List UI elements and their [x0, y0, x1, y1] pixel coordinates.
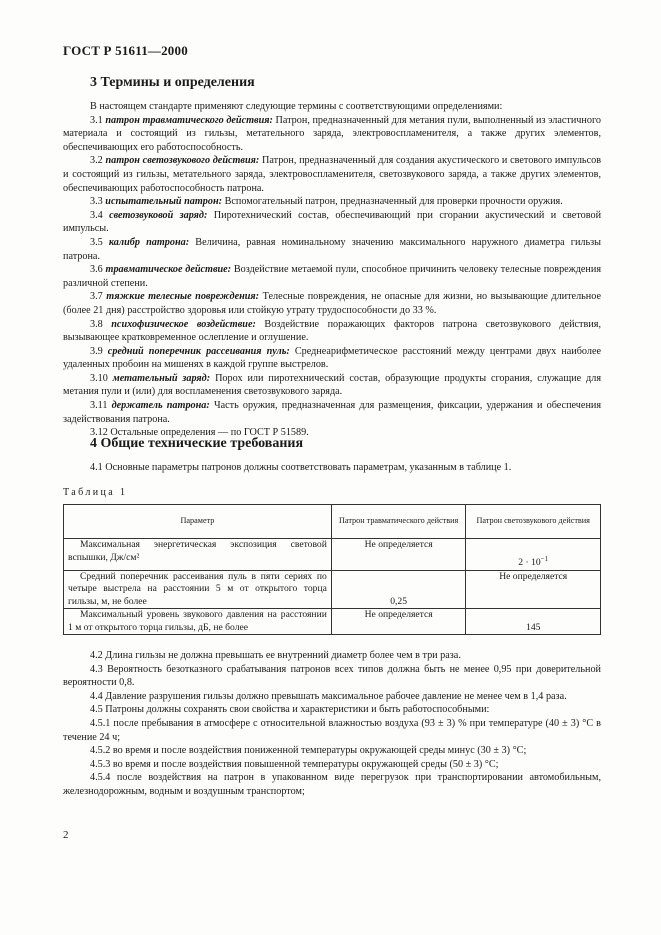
term-label: метательный заряд:: [112, 372, 211, 384]
table-row: [64, 570, 601, 609]
section-4-body: [63, 649, 601, 799]
table-header-row: [64, 505, 601, 539]
paragraph-4-4: 4.4 Давление разрушения гильзы должно превышать максимальное рабочее давление не менее чем в 1,4 раза.: [90, 690, 567, 702]
table-cell-light: Не определяется: [466, 570, 601, 609]
term-label: патрон травматического действия:: [105, 114, 273, 126]
paragraph-4-5-2: 4.5.2 во время и после воздействия пониженной температуры окружающей среды минус (30 ± 3) °С;: [90, 745, 527, 757]
column-header-light-sound: Патрон светозвукового действия: [466, 505, 601, 539]
section-3-intro: В настоящем стандарте применяют следующие термины с соответствующими определениями:: [90, 101, 503, 112]
term-label: средний поперечник рассеивания пуль:: [107, 345, 290, 357]
term-label: патрон светозвукового действия:: [105, 155, 260, 167]
term-label: держатель патрона:: [111, 400, 210, 412]
term-label: психофизическое воздействие:: [111, 318, 256, 330]
paragraph-4-5-1: 4.5.1 после пребывания в атмосфере с относительной влажностью воздуха (93 ± 3) % при температуре (40 ± 3) °С в течение 24 ч;: [63, 717, 601, 743]
section-3-title: 3 Термины и определения: [90, 75, 255, 90]
table-cell-param: Максимальная энергетическая экспозиция световой вспышки, Дж/см²: [64, 539, 332, 571]
term-label: калибр патрона:: [108, 236, 190, 248]
table-cell-trauma: Не определяется: [331, 609, 466, 635]
paragraph-4-5-3: 4.5.3 во время и после воздействия повышенной температуры окружающей среды (50 ± 3) °С;: [90, 758, 499, 770]
paragraph-4-5: 4.5 Патроны должны сохранять свои свойства и характеристики и быть работоспособными:: [90, 704, 490, 716]
paragraph-4-5-4: 4.5.4 после воздействия на патрон в упакованном виде перегрузок при транспортировании автомобильным, железнодорожным, водным и воздушным транспортом;: [63, 772, 601, 797]
term-3-3: 3.3 испытательный патрон: Вспомогательный патрон, предназначенный для проверки прочности оружия.: [90, 196, 563, 208]
term-3-4: 3.4 светозвуковой заряд: Пиротехнический состав, обеспечивающий при сгорании акустический и световой импульсы.: [63, 209, 602, 235]
page-number: 2: [63, 829, 69, 841]
term-3-2: 3.2 патрон светозвукового действия: Патрон, предназначенный для создания акустического и светового импульсов и состоящий из гильзы, метательного заряда, электровоспламенителя, светозвукового заряда, а также других элементов, обеспечивающих работоспособность патрона.: [63, 155, 601, 194]
term-3-1: 3.1 патрон травматического действия: Патрон, предназначенный для метания пули, выполненный из эластичного материала и состоящий из гильзы, метательного заряда, электровоспламенителя, а также других элементов, обеспечивающих его работоспособность.: [63, 114, 601, 153]
term-3-10: 3.10 метательный заряд: Порох или пиротехнический состав, образующие продукты сгорания, служащие для метания пули и (или) для воспламенения светозвукового заряда.: [63, 372, 602, 398]
column-header-trauma: Патрон травматического действия: [331, 505, 466, 539]
term-3-12: 3.12 Остальные определения — по ГОСТ Р 51589.: [90, 427, 309, 439]
document-header: ГОСТ Р 51611—2000: [63, 43, 188, 58]
paragraph-4-2: 4.2 Длина гильзы не должна превышать ее внутренний диаметр более чем в три раза.: [90, 650, 461, 661]
table-cell-trauma: 0,25: [331, 570, 466, 609]
section-3-body: [63, 100, 601, 440]
table-cell-light: 145: [466, 609, 601, 635]
section-4-title: 4 Общие технические требования: [90, 436, 304, 451]
term-3-6: 3.6 травматическое действие: Воздействие метаемой пули, способное причинить человеку телесные повреждения различной степени.: [63, 264, 602, 289]
term-3-11: 3.11 держатель патрона: Часть оружия, предназначенная для размещения, фиксации, удержания и обеспечения задействования патрона.: [63, 400, 602, 425]
table-cell-trauma: Не определяется: [331, 539, 466, 571]
term-3-7: 3.7 тяжкие телесные повреждения: Телесные повреждения, не опасные для жизни, но вызывающие длительное (более 21 дня) расстройство здоровья или стойкую утрату трудоспособности до 33 %.: [63, 291, 601, 316]
paragraph-4-1: 4.1 Основные параметры патронов должны соответствовать параметрам, указанным в таблице 1.: [90, 462, 512, 473]
table-cell-param: Максимальный уровень звукового давления на расстоянии 1 м от открытого торца гильзы, дБ, не более: [64, 609, 332, 635]
table-caption: Таблица 1: [63, 487, 128, 498]
table-row: [64, 609, 601, 635]
term-3-5: 3.5 калибр патрона: Величина, равная номинальному значению максимального наружного диаметра гильзы патрона.: [63, 236, 601, 262]
term-3-8: 3.8 психофизическое воздействие: Воздействие поражающих факторов патрона светозвукового действия, вызывающее кратковременное ослепление и оглушение.: [63, 318, 602, 344]
column-header-parameter: Параметр: [64, 505, 332, 539]
term-3-9: 3.9 средний поперечник рассеивания пуль: Среднеарифметическое расстояний между центрами двух наиболее удаленных пробоин на мишенях в каждой группе выстрелов.: [63, 345, 602, 371]
parameters-table: [63, 504, 601, 635]
table-row: [64, 539, 601, 571]
term-label: испытательный патрон:: [105, 196, 223, 208]
term-label: тяжкие телесные повреждения:: [106, 291, 260, 303]
term-label: травматическое действие:: [105, 264, 232, 276]
table-cell-param: Средний поперечник рассеивания пуль в пяти сериях по четыре выстрела на расстоянии 5 м от открытого торца гильзы, м, не более: [64, 570, 332, 609]
section-4-intro: [63, 461, 601, 475]
paragraph-4-3: 4.3 Вероятность безотказного срабатывания патронов всех типов должна быть не менее 0,95 при доверительной вероятности 0,8.: [63, 663, 601, 689]
table-cell-light: $2 \cdot 10^{-1}$: [466, 539, 601, 571]
term-label: светозвуковой заряд:: [109, 209, 208, 221]
